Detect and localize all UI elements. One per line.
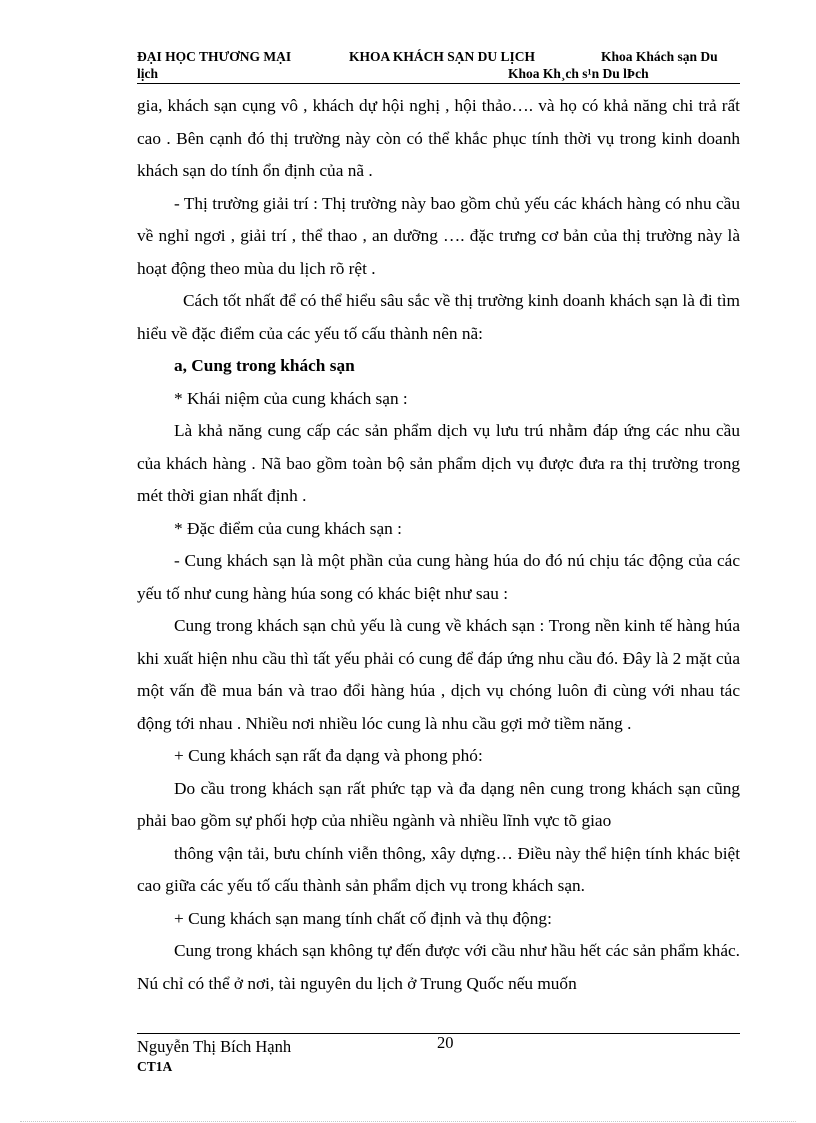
paragraph: - Cung khách sạn là một phần của cung hàng húa do đó nú chịu tác động của các yếu tố như cung hàng húa song có khác biệt như sau : [137, 551, 740, 603]
footer-class: CT1A [137, 1059, 173, 1074]
header-faculty: KHOA KHÁCH SẠN DU LỊCH [349, 49, 536, 64]
header-rule [137, 83, 740, 84]
paragraph: - Thị trường giải trí : Thị trường này bao gồm chủ yếu các khách hàng có nhu cầu về nghỉ ngơi , giải trí , thể thao , an dưỡng …. đặc trưng cơ bản của thị trường này là hoạt động theo mùa du lịch rõ rệt . [137, 193, 740, 278]
paragraph: gia, khách sạn cụng vô , khách dự hội nghị , hội thảo…. và họ có khả năng chi trả rất cao . Bên cạnh đó thị trường này còn có thể khắc phục tính thời vụ trong kinh doanh khách sạn do tính ổn định của nã . [137, 96, 740, 180]
header-line2-right: Khoa Kh¸ch s¹n Du lÞch [508, 66, 649, 81]
page-body [137, 90, 740, 1000]
subheading: + Cung khách sạn rất đa dạng và phong phó: [174, 746, 483, 765]
paragraph: Cách tốt nhất để có thể hiểu sâu sắc về thị trường kinh doanh khách sạn là đi tìm hiểu về đặc điểm của các yếu tố cấu thành nên nã: [137, 291, 740, 343]
subheading: * Khái niệm của cung khách sạn : [174, 388, 408, 408]
subheading: * Đặc điểm của cung khách sạn : [174, 518, 402, 538]
header-university: ĐẠI HỌC THƯƠNG MẠI [137, 49, 292, 64]
subheading: + Cung khách sạn mang tính chất cố định và thụ động: [174, 908, 552, 928]
paragraph: Là khả năng cung cấp các sản phẩm dịch vụ lưu trú nhằm đáp ứng các nhu cầu của khách hàng . Nã bao gồm toàn bộ sản phẩm dịch vụ được đưa ra thị trường trong mét thời gian nhất định . [137, 421, 740, 505]
section-heading: a, Cung trong khách sạn [174, 356, 355, 375]
paragraph: thông vận tải, bưu chính viễn thông, xây dựng… Điều này thể hiện tính khác biệt cao giữa các yếu tố cấu thành sản phẩm dịch vụ trong khách sạn. [137, 843, 740, 895]
page-number: 20 [437, 1033, 454, 1052]
header-faculty-alt: Khoa Khách sạn Du [601, 49, 718, 64]
header-line2-left: lịch [137, 66, 159, 81]
paragraph: Cung trong khách sạn không tự đến được với cầu như hầu hết các sản phẩm khác. Nú chỉ có thể ở nơi, tài nguyên du lịch ở Trung Quốc nếu muốn [137, 941, 740, 993]
paragraph: Cung trong khách sạn chủ yếu là cung về khách sạn : Trong nền kinh tế hàng húa khi xuất hiện nhu cầu thì tất yếu phải có cung để đáp ứng nhu cầu đó. Đây là 2 mặt của một vấn đề mua bán và trao đổi hàng húa , dịch vụ chóng luôn đi cùng với nhau tác động tới nhau . Nhiều nơi nhiều lóc cung là nhu cầu gợi mở tiềm năng . [137, 616, 740, 733]
page-header [137, 48, 740, 82]
footer-author: Nguyễn Thị Bích Hạnh [137, 1037, 292, 1056]
paragraph: Do cầu trong khách sạn rất phức tạp và đa dạng nên cung trong khách sạn cũng phải bao gồm sự phối hợp của nhiều ngành và nhiều lĩnh vực tõ giao [137, 778, 740, 830]
page-boundary [20, 1121, 796, 1122]
